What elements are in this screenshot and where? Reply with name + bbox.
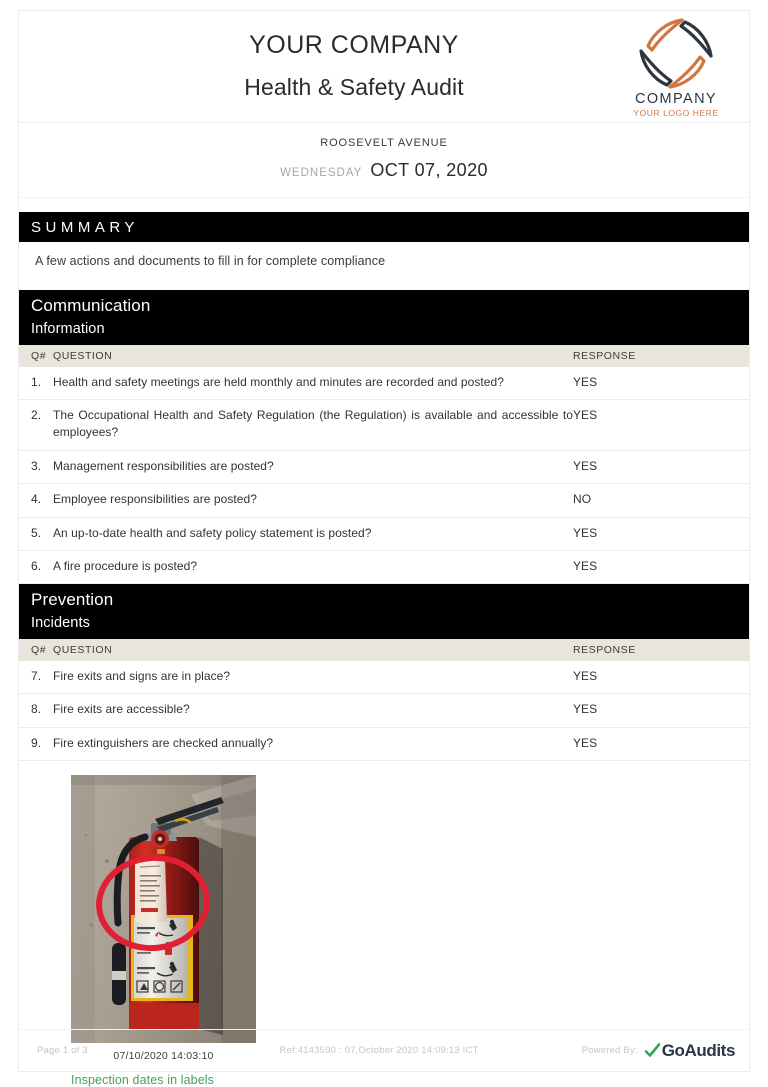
question-text: Management responsibilities are posted? — [53, 450, 573, 483]
question-text: A fire procedure is posted? — [53, 551, 573, 584]
question-table — [19, 639, 749, 761]
photo-note: Inspection dates in labels — [71, 1073, 214, 1087]
response-value: YES — [573, 400, 749, 451]
response-value: NO — [573, 484, 749, 517]
question-number: 5. — [19, 517, 53, 550]
column-header-response: RESPONSE — [573, 345, 749, 367]
document-footer — [19, 1029, 749, 1071]
column-header-number: Q# — [19, 639, 53, 661]
table-header-row — [19, 345, 749, 367]
audit-report-page — [18, 10, 750, 1087]
section-title: Prevention — [31, 590, 114, 610]
logo-pinwheel-icon — [638, 16, 714, 90]
column-header-question: QUESTION — [53, 345, 573, 367]
table-header — [19, 345, 749, 367]
question-number: 1. — [19, 367, 53, 400]
subheader — [19, 123, 749, 198]
question-text: Fire exits and signs are in place? — [53, 661, 573, 694]
question-number: 6. — [19, 551, 53, 584]
question-number: 9. — [19, 727, 53, 760]
page-number: Page 1 of 3 — [37, 1045, 88, 1056]
title-block — [19, 27, 619, 105]
section-subtitle: Information — [31, 320, 105, 337]
powered-by-label: Powered By: — [581, 1045, 638, 1056]
audit-date-value: OCT 07, 2020 — [370, 160, 488, 180]
goaudits-logo[interactable] — [644, 1041, 735, 1061]
section-prevention — [19, 584, 749, 761]
column-header-question: QUESTION — [53, 639, 573, 661]
audit-date — [19, 160, 749, 181]
question-text: Fire extinguishers are checked annually? — [53, 727, 573, 760]
table-row — [19, 517, 749, 550]
section-header-bar — [19, 584, 749, 639]
check-icon — [644, 1042, 661, 1059]
question-number: 3. — [19, 450, 53, 483]
table-header-row — [19, 639, 749, 661]
audit-weekday: WEDNESDAY — [280, 167, 363, 179]
column-header-response: RESPONSE — [573, 639, 749, 661]
document-reference: Ref:4143590 : 07,October 2020 14:09:13 ICT — [279, 1045, 479, 1056]
table-row — [19, 661, 749, 694]
table-row — [19, 484, 749, 517]
site-location: ROOSEVELT AVENUE — [320, 137, 448, 149]
table-row — [19, 450, 749, 483]
fire-extinguisher-photo[interactable] — [71, 775, 256, 1043]
question-text: The Occupational Health and Safety Regulation (the Regulation) is available and accessible to employees? — [53, 400, 573, 451]
document-header — [19, 11, 749, 123]
column-header-number: Q# — [19, 345, 53, 367]
summary-text: A few actions and documents to fill in for complete compliance — [35, 254, 386, 268]
page-title: Health & Safety Audit — [244, 73, 464, 100]
question-table — [19, 345, 749, 585]
response-value: YES — [573, 517, 749, 550]
table-row — [19, 551, 749, 584]
question-text: Fire exits are accessible? — [53, 694, 573, 727]
response-value: YES — [573, 661, 749, 694]
table-header — [19, 639, 749, 661]
table-row — [19, 694, 749, 727]
summary-section — [19, 198, 749, 290]
section-header-bar — [19, 290, 749, 345]
response-value: YES — [573, 450, 749, 483]
summary-heading: SUMMARY — [19, 212, 749, 242]
response-value: YES — [573, 551, 749, 584]
question-number: 7. — [19, 661, 53, 694]
goaudits-wordmark: GoAudits — [661, 1040, 735, 1060]
powered-by-block — [514, 1041, 749, 1061]
question-number: 8. — [19, 694, 53, 727]
question-number: 4. — [19, 484, 53, 517]
logo-tagline: YOUR LOGO HERE — [633, 107, 719, 118]
table-row — [19, 727, 749, 760]
photo-image — [71, 775, 256, 1043]
section-communication — [19, 290, 749, 584]
question-text: An up-to-date health and safety policy statement is posted? — [53, 517, 573, 550]
table-row — [19, 367, 749, 400]
response-value: YES — [573, 727, 749, 760]
question-number: 2. — [19, 400, 53, 451]
logo-company-word: COMPANY — [634, 90, 718, 107]
question-text: Employee responsibilities are posted? — [53, 484, 573, 517]
response-value: YES — [573, 694, 749, 727]
table-row — [19, 400, 749, 451]
response-value: YES — [573, 367, 749, 400]
photo-timestamp: 07/10/2020 14:03:10 — [113, 1050, 214, 1063]
company-logo — [619, 16, 749, 118]
table-body — [19, 367, 749, 584]
table-body — [19, 661, 749, 761]
section-title: Communication — [31, 296, 151, 315]
question-text: Health and safety meetings are held monthly and minutes are recorded and posted? — [53, 367, 573, 400]
company-name: YOUR COMPANY — [249, 31, 459, 60]
section-subtitle: Incidents — [31, 615, 90, 632]
